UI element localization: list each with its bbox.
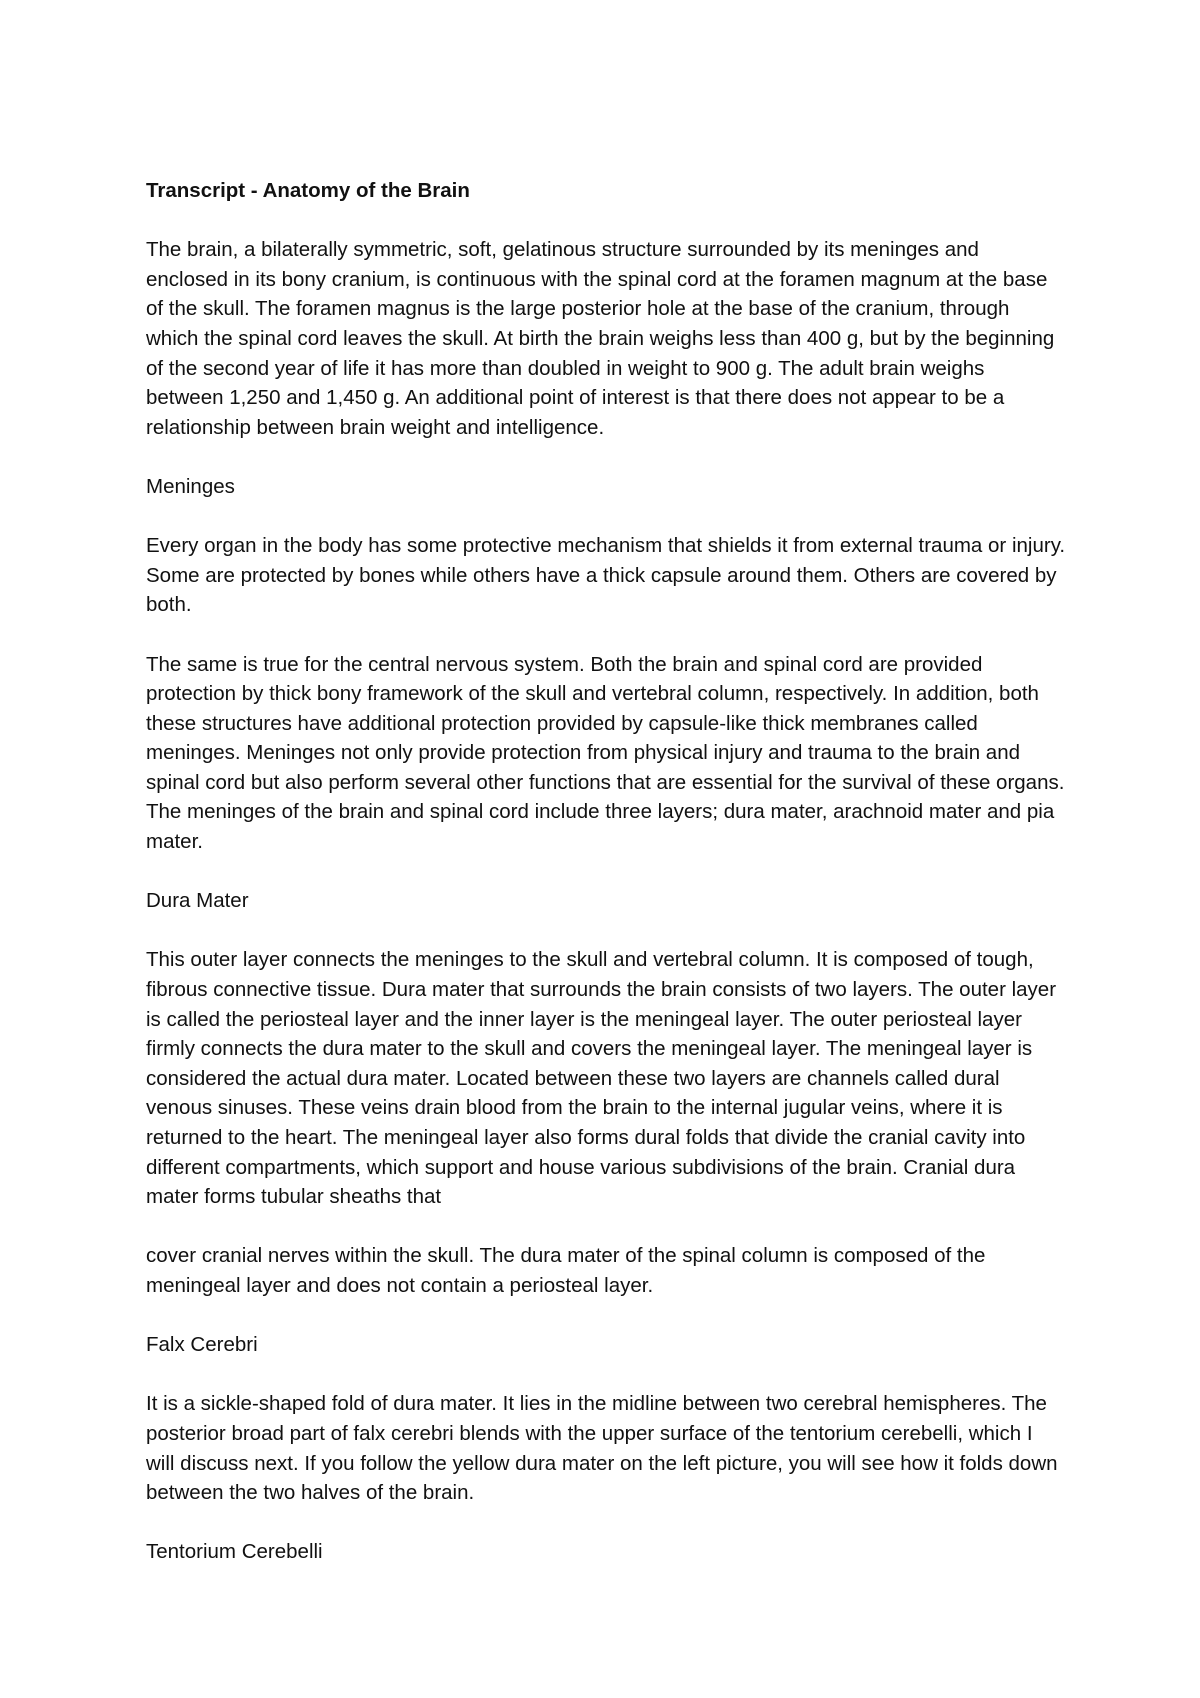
falx-cerebri-paragraph: It is a sickle-shaped fold of dura mater. It lies in the midline between two cerebral hemispheres. The posterior broad part of falx cerebri blends with the upper surface of the tentorium cerebelli, which I will discuss next. If you follow the yellow dura mater on the left picture, you will see how it folds down between the two halves of the brain. [146,1392,1058,1505]
dura-mater-paragraph-2: cover cranial nerves within the skull. The dura mater of the spinal column is composed of the meningeal layer and does not contain a periosteal layer. [146,1244,986,1297]
intro-paragraph: The brain, a bilaterally symmetric, soft, gelatinous structure surrounded by its meninges and enclosed in its bony cranium, is continuous with the spinal cord at the foramen magnum at the base of the skull. The foramen magnus is the large posterior hole at the base of the cranium, through which the spinal cord leaves the skull. At birth the brain weighs less than 400 g, but by the beginning of the second year of life it has more than doubled in weight to 900 g. The adult brain weighs between 1,250 and 1,450 g. An additional point of interest is that there does not appear to be a relationship between brain weight and intelligence. [146,238,1055,439]
section-heading-meninges: Meninges [146,474,235,498]
document-body [146,176,1066,1567]
meninges-paragraph-1: Every organ in the body has some protective mechanism that shields it from external trauma or injury. Some are protected by bones while others have a thick capsule around them. Others are covered by both. [146,534,1066,617]
section-heading-tentorium-cerebelli: Tentorium Cerebelli [146,1540,323,1564]
document-title: Transcript - Anatomy of the Brain [146,179,470,202]
dura-mater-paragraph-1: This outer layer connects the meninges to the skull and vertebral column. It is composed of tough, fibrous connective tissue. Dura mater that surrounds the brain consists of two layers. The outer layer is called the periosteal layer and the inner layer is the meningeal layer. The outer periosteal layer firmly connects the dura mater to the skull and covers the meningeal layer. The meningeal layer is considered the actual dura mater. Located between these two layers are channels called dural venous sinuses. These veins drain blood from the brain to the internal jugular veins, where it is returned to the heart. The meningeal layer also forms dural folds that divide the cranial cavity into different compartments, which support and house various subdivisions of the brain. Cranial dura mater forms tubular sheaths that [146,948,1057,1209]
section-heading-falx-cerebri: Falx Cerebri [146,1333,258,1357]
section-heading-dura-mater: Dura Mater [146,889,249,913]
meninges-paragraph-2: The same is true for the central nervous system. Both the brain and spinal cord are provided protection by thick bony framework of the skull and vertebral column, respectively. In addition, both these structures have additional protection provided by capsule-like thick membranes called meninges. Meninges not only provide protection from physical injury and trauma to the brain and spinal cord but also perform several other functions that are essential for the survival of these organs. The meninges of the brain and spinal cord include three layers; dura mater, arachnoid mater and pia mater. [146,652,1065,854]
